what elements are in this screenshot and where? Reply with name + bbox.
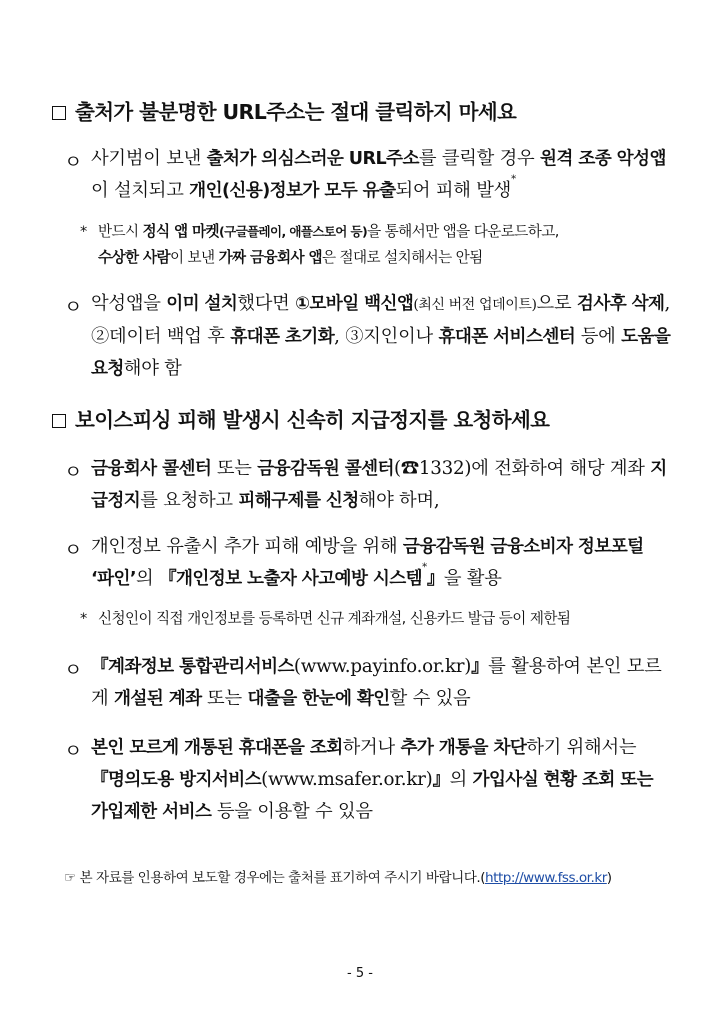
checkbox-square-icon bbox=[52, 414, 66, 428]
section-heading-voice-phishing: 보이스피싱 피해 발생시 신속히 지급정지를 요청하세요 bbox=[52, 403, 549, 433]
paragraph-msafer: 본인 모르게 개통된 휴대폰을 조회하거나 추가 개통을 차단하기 위해서는 『명의도용 방지서비스(www.msafer.or.kr)』의 가입사실 현황 조회 또는 가입제한 서비스 등을 이용할 수 있음 bbox=[91, 737, 654, 822]
bullet-icon: ㅇ bbox=[64, 740, 83, 762]
bullet-icon: ㅇ bbox=[64, 659, 83, 681]
section-heading-url: 출처가 불분명한 URL주소는 절대 클릭하지 마세요 bbox=[52, 95, 516, 125]
paragraph-fine-portal: 개인정보 유출시 추가 피해 예방을 위해 금융감독원 금융소비자 정보포털 ‘파인’의 『개인정보 노출자 사고예방 시스템*』을 활용 bbox=[91, 536, 644, 589]
bullet-icon: ㅇ bbox=[64, 539, 83, 561]
note-official-app-market: * 반드시 정식 앱 마켓(구글플레이, 애플스토어 등)을 통해서만 앱을 다운로드하고, 수상한 사람이 보낸 가짜 금융회사 앱은 절대로 설치해서는 안됨 bbox=[80, 223, 559, 266]
fss-website-link[interactable]: http://www.fss.or.kr bbox=[485, 870, 607, 886]
checkbox-square-icon bbox=[52, 106, 66, 120]
bullet-icon: ㅇ bbox=[64, 151, 83, 173]
note-registration-limit: * 신청인이 직접 개인정보를 등록하면 신규 계좌개설, 신용카드 발급 등이 제한됨 bbox=[80, 610, 571, 627]
paragraph-malware-removal: 악성앱을 이미 설치했다면 ①모바일 백신앱(최신 버전 업데이트)으로 검사후 삭제, ②데이터 백업 후 휴대폰 초기화, ③지인이나 휴대폰 서비스센터 등에 도움을 요청해야 함 bbox=[91, 293, 671, 379]
paragraph-payinfo: 『계좌정보 통합관리서비스(www.payinfo.or.kr)』를 활용하여 본인 모르게 개설된 계좌 또는 대출을 한눈에 확인할 수 있음 bbox=[91, 656, 662, 709]
bullet-icon: ㅇ bbox=[64, 461, 83, 483]
paragraph-url-warning: 사기범이 보낸 출처가 의심스러운 URL주소를 클릭할 경우 원격 조종 악성앱이 설치되고 개인(신용)정보가 모두 유출되어 피해 발생* bbox=[91, 148, 666, 201]
bullet-icon: ㅇ bbox=[64, 296, 83, 318]
paragraph-payment-stop: 금융회사 콜센터 또는 금융감독원 콜센터(☎1332)에 전화하여 해당 계좌 지급정지를 요청하고 피해구제를 신청해야 하며, bbox=[91, 458, 667, 511]
citation-footer: ☞ 본 자료를 인용하여 보도할 경우에는 출처를 표기하여 주시기 바랍니다.(http://www.fss.or.kr) bbox=[64, 870, 612, 886]
page-number: - 5 - bbox=[347, 966, 373, 981]
